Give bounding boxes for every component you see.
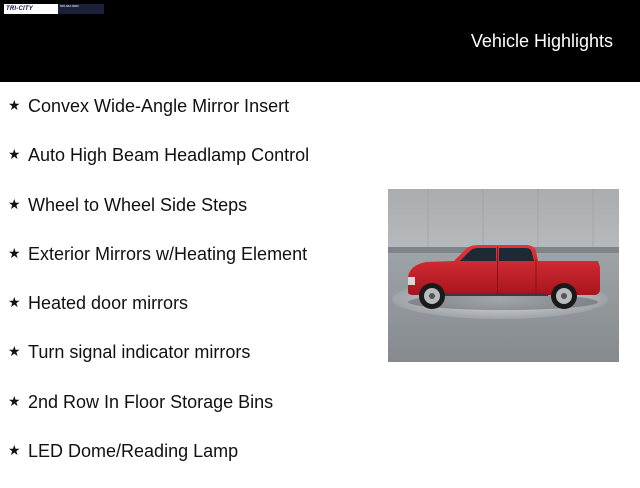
list-item (8, 143, 309, 192)
list-item (8, 242, 309, 291)
star-icon: ★ (8, 442, 21, 459)
truck-illustration (388, 189, 619, 362)
list-item (8, 390, 309, 439)
feature-label: Auto High Beam Headlamp Control (28, 145, 310, 166)
star-icon: ★ (8, 195, 21, 212)
vehicle-photo (388, 189, 619, 362)
list-item (8, 439, 309, 488)
page-title: Vehicle Highlights (470, 31, 613, 51)
logo-text: TRI-CITY (6, 6, 33, 12)
logo-subtext: 505-962-9083 (58, 4, 104, 14)
star-icon: ★ (8, 294, 21, 311)
feature-label: Turn signal indicator mirrors (28, 342, 251, 363)
feature-label: Wheel to Wheel Side Steps (28, 194, 248, 215)
list-item (8, 291, 309, 340)
star-icon: ★ (8, 97, 21, 113)
feature-label: 2nd Row In Floor Storage Bins (28, 391, 274, 412)
feature-list (8, 94, 309, 488)
feature-label: Convex Wide-Angle Mirror Insert (28, 96, 290, 116)
feature-label: Exterior Mirrors w/Heating Element (28, 243, 308, 264)
feature-label: Heated door mirrors (28, 293, 189, 314)
star-icon: ★ (8, 343, 21, 360)
feature-label: LED Dome/Reading Lamp (28, 441, 239, 462)
star-icon: ★ (8, 392, 21, 409)
star-icon: ★ (8, 244, 21, 261)
list-item (8, 340, 309, 389)
star-icon: ★ (8, 146, 21, 163)
list-item (8, 193, 309, 242)
header-bar (0, 0, 640, 82)
list-item (8, 94, 309, 143)
dealer-logo[interactable] (4, 4, 104, 14)
